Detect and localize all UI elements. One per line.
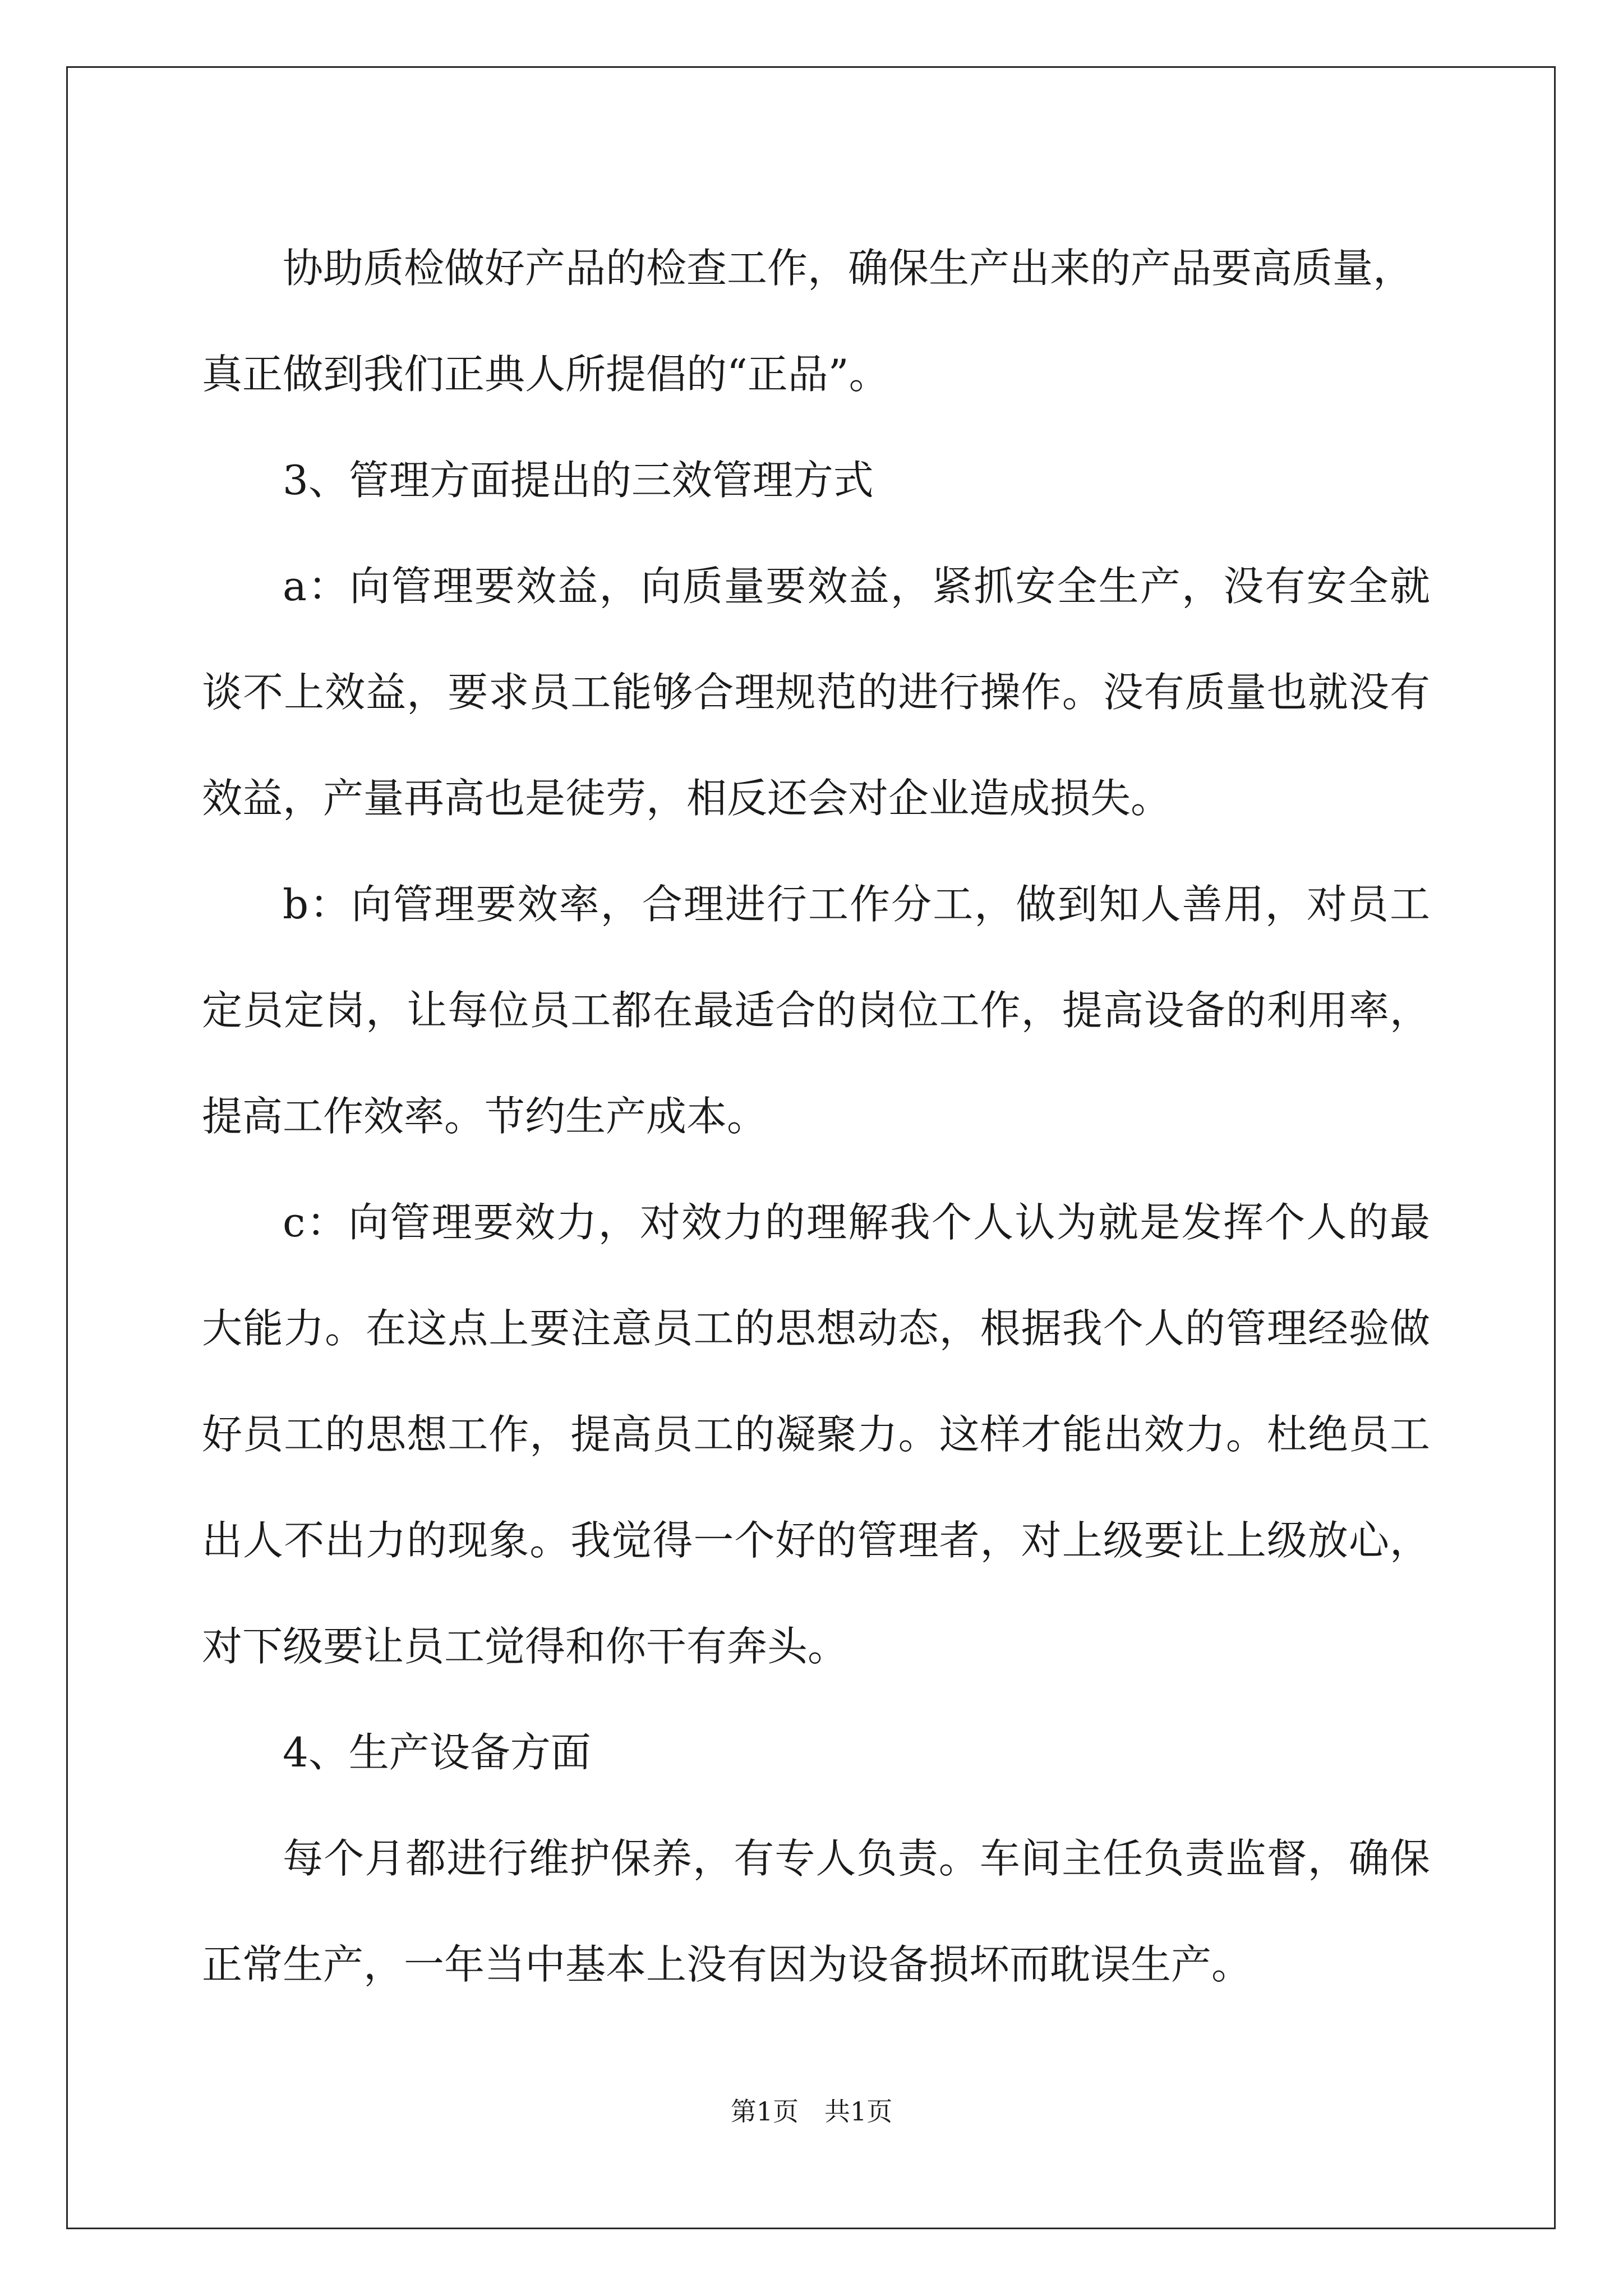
section-heading-management: 3、管理方面提出的三效管理方式: [283, 457, 874, 504]
paragraph-item-b: b：向管理要效率，合理进行工作分工，做到知人善用，对员工定员定岗，让每位员工都在最适合的岗位工作，提高设备的利用率，提高工作效率。节约生产成本。: [202, 881, 1430, 1140]
document-body: [202, 215, 1430, 2018]
paragraph-quality-check: 协助质检做好产品的检查工作，确保生产出来的产品要高质量，: [283, 245, 1414, 292]
paragraph-quality-check-cont: 真正做到我们正典人所提倡的“正品”。: [202, 351, 889, 398]
section-heading-equipment: 4、生产设备方面: [283, 1729, 591, 1776]
paragraph-item-a: a：向管理要效益，向质量要效益，紧抓安全生产，没有安全就谈不上效益，要求员工能够合理规范的进行操作。没有质量也就没有效益，产量再高也是徒劳，相反还会对企业造成损失。: [202, 563, 1430, 822]
paragraph-equipment: 每个月都进行维护保养，有专人负责。车间主任负责监督，确保正常生产，一年当中基本上没有因为设备损坏而耽误生产。: [202, 1835, 1430, 1988]
page-footer: 第1页 共1页: [730, 2096, 893, 2127]
paragraph-item-c: c：向管理要效力，对效力的理解我个人认为就是发挥个人的最大能力。在这点上要注意员工的思想动态，根据我个人的管理经验做好员工的思想工作，提高员工的凝聚力。这样才能出效力。杜绝员工出人不出力的现象。我觉得一个好的管理者，对上级要让上级放心，对下级要让员工觉得和你干有奔头。: [202, 1199, 1430, 1670]
